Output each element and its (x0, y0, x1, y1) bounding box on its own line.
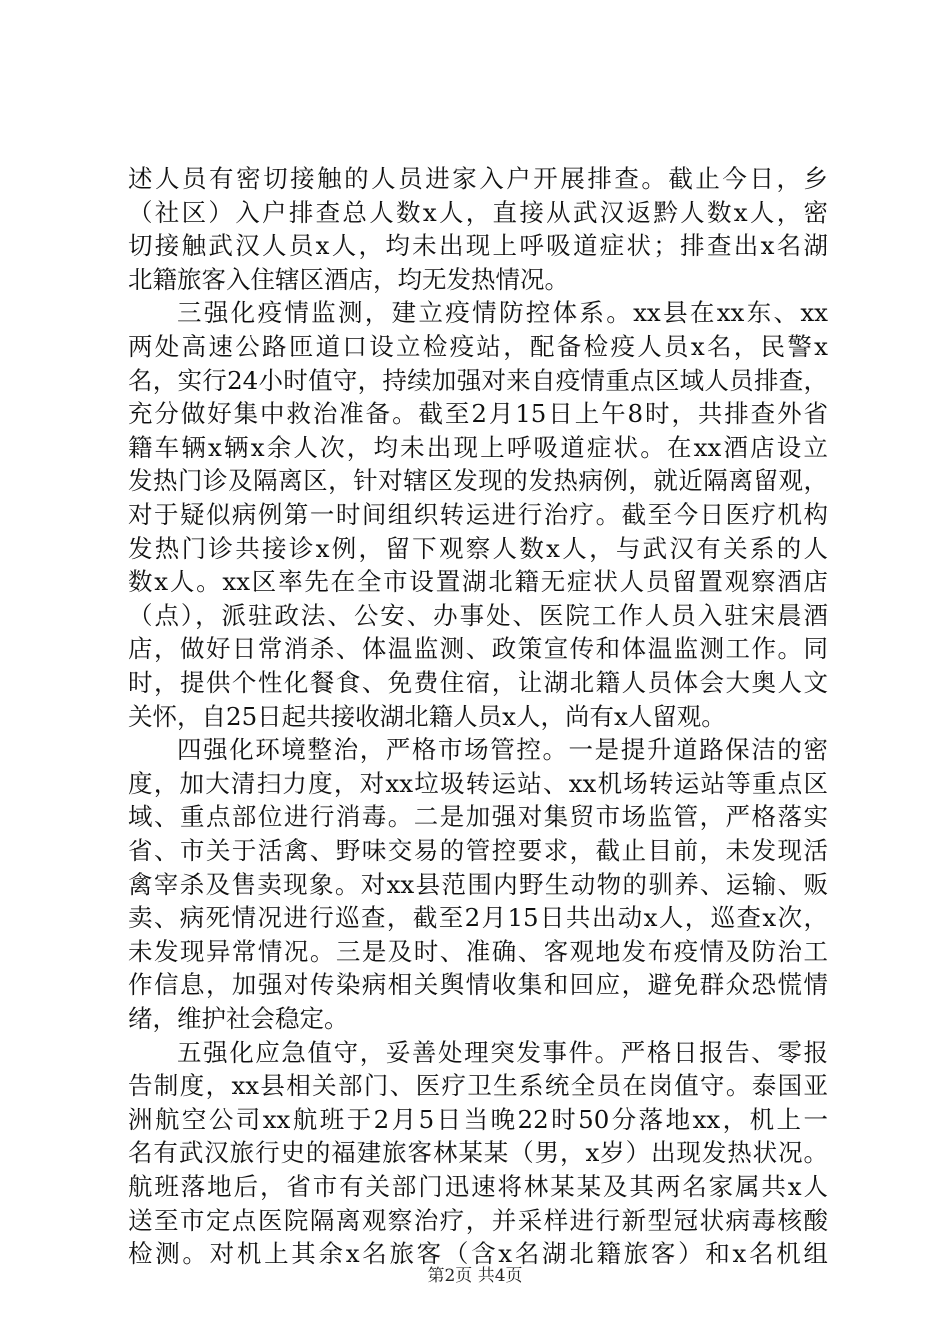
text-line: 禽宰杀及售卖现象。对xx县范围内野生动物的驯养、运输、贩 (128, 869, 828, 899)
text-line: 时，提供个性化餐食、免费住宿，让湖北籍人员体会大奥人文 (128, 668, 828, 697)
text-line: 发热门诊及隔离区，针对辖区发现的发热病例，就近隔离留观， (128, 466, 828, 496)
text-line: 北籍旅客入住辖区酒店，均无发热情况。 (128, 264, 569, 294)
text-line: （点），派驻政法、公安、办事处、医院工作人员入驻宋晨酒 (128, 600, 828, 630)
text-line: （社区）入户排查总人数x人，直接从武汉返黔人数x人，密 (128, 197, 828, 227)
text-line: 发热门诊共接诊x例，留下观察人数x人，与武汉有关系的人 (128, 533, 828, 563)
text-line: 省、市关于活禽、野味交易的管控要求，截止目前，未发现活 (128, 836, 828, 865)
text-line: 名有武汉旅行史的福建旅客林某某（男，x岁）出现发热状况。 (128, 1138, 828, 1168)
text-line: 送至市定点医院隔离观察治疗，并采样进行新型冠状病毒核酸 (128, 1205, 828, 1235)
text-line: 籍车辆x辆x余人次，均未出现上呼吸道症状。在xx酒店设立 (128, 432, 828, 462)
text-line: 关怀，自25日起共接收湖北籍人员x人，尚有x人留观。 (128, 701, 726, 731)
text-line: 绪，维护社会稳定。 (128, 1004, 349, 1033)
text-line: 卖、病死情况进行巡查，截至2月15日共出动x人，巡查x次， (128, 903, 828, 933)
text-line: 航班落地后，省市有关部门迅速将林某某及其两名家属共x人 (128, 1172, 828, 1201)
text-line: 三强化疫情监测，建立疫情防控体系。xx县在xx东、xx (177, 298, 828, 328)
text-line: 度，加大清扫力度，对xx垃圾转运站、xx机场转运站等重点区 (128, 768, 828, 798)
text-line: 充分做好集中救治准备。截至2月15日上午8时，共排查外省 (128, 399, 828, 429)
text-line: 述人员有密切接触的人员进家入户开展排查。截止今日，乡 (128, 164, 828, 193)
text-line: 切接触武汉人员x人，均未出现上呼吸道症状；排查出x名湖 (128, 231, 828, 261)
text-line: 四强化环境整治，严格市场管控。一是提升道路保洁的密 (177, 735, 828, 765)
text-line: 洲航空公司xx航班于2月5日当晚22时50分落地xx，机上一 (128, 1104, 828, 1134)
text-line: 店，做好日常消杀、体温监测、政策宣传和体温监测工作。同 (128, 634, 828, 664)
text-line: 告制度，xx县相关部门、医疗卫生系统全员在岗值守。泰国亚 (128, 1071, 828, 1101)
text-line: 五强化应急值守，妥善处理突发事件。严格日报告、零报 (177, 1037, 828, 1067)
text-line: 名，实行24小时值守，持续加强对来自疫情重点区域人员排查， (128, 365, 828, 395)
page-footer: 第2页 共4页 (427, 1266, 523, 1286)
text-line: 检测。对机上其余x名旅客（含x名湖北籍旅客）和x名机组 (128, 1239, 828, 1269)
text-line: 域、重点部位进行消毒。二是加强对集贸市场监管，严格落实 (128, 802, 828, 832)
text-line: 作信息，加强对传染病相关舆情收集和回应，避免群众恐慌情 (128, 970, 828, 1000)
text-line: 两处高速公路匝道口设立检疫站，配备检疫人员x名，民警x (128, 332, 828, 361)
text-line: 数x人。xx区率先在全市设置湖北籍无症状人员留置观察酒店 (128, 567, 828, 597)
text-line: 对于疑似病例第一时间组织转运进行治疗。截至今日医疗机构 (128, 500, 828, 529)
text-line: 未发现异常情况。三是及时、准确、客观地发布疫情及防治工 (128, 936, 828, 966)
